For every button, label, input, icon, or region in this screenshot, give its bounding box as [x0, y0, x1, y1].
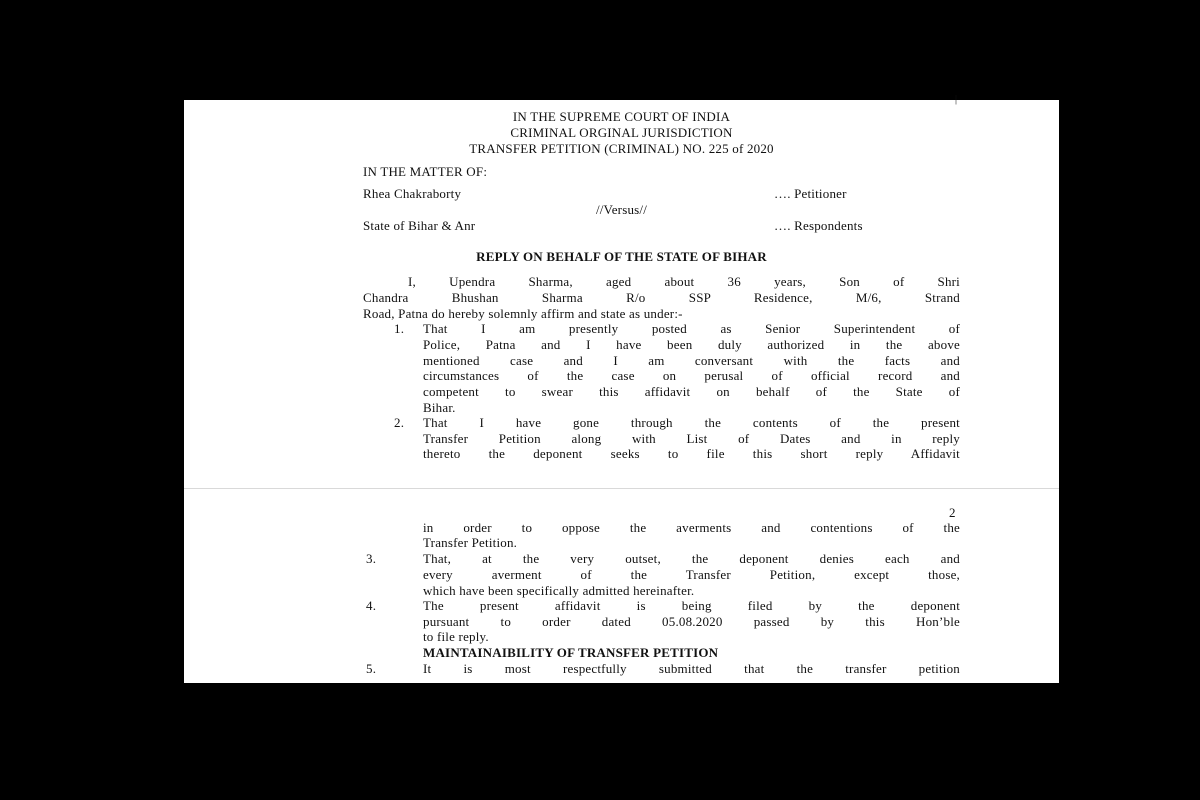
petitioner-name: Rhea Chakraborty	[363, 186, 462, 201]
page-number: 2	[949, 505, 956, 520]
para-line: Transfer Petition along with List of Dates and in reply	[423, 431, 960, 446]
intro-line: Road, Patna do hereby solemnly affirm and state as under:-	[363, 306, 683, 321]
para-line: every averment of the Transfer Petition, except those,	[423, 567, 960, 582]
para-line: That, at the very outset, the deponent denies each and	[423, 551, 960, 566]
page-2	[184, 489, 1059, 683]
jurisdiction-title: CRIMINAL ORGINAL JURISDICTION	[510, 125, 733, 140]
respondent-name: State of Bihar & Anr	[363, 218, 476, 233]
para-line: That I am presently posted as Senior Superintendent of	[423, 321, 960, 336]
para-line: circumstances of the case on perusal of official record and	[423, 368, 960, 383]
para-line: The present affidavit is being filed by the deponent	[423, 598, 960, 613]
para-line: to file reply.	[423, 629, 489, 644]
page-corner-mark: |	[954, 94, 957, 105]
versus-label: //Versus//	[595, 202, 648, 217]
para-line: in order to oppose the averments and contentions of the	[423, 520, 960, 535]
para-line: pursuant to order dated 05.08.2020 passed by this Hon’ble	[423, 614, 960, 629]
para-line: Police, Patna and I have been duly authorized in the above	[423, 337, 960, 352]
matter-of-label: IN THE MATTER OF:	[363, 164, 488, 179]
maintainability-heading: MAINTAINAIBILITY OF TRANSFER PETITION	[423, 645, 719, 660]
para-line: That I have gone through the contents of the present	[423, 415, 960, 430]
para-number: 5.	[366, 661, 377, 676]
para-line: which have been specifically admitted hereinafter.	[423, 583, 695, 598]
intro-line: Chandra Bhushan Sharma R/o SSP Residence, M/6, Strand	[363, 290, 960, 305]
reply-heading: REPLY ON BEHALF OF THE STATE OF BIHAR	[476, 249, 767, 264]
document-viewer[interactable]	[184, 94, 1059, 683]
para-line: Transfer Petition.	[423, 535, 518, 550]
para-line: competent to swear this affidavit on behalf of the State of	[423, 384, 960, 399]
para-number: 3.	[366, 551, 377, 566]
petitioner-role: …. Petitioner	[774, 186, 847, 201]
para-line: mentioned case and I am conversant with the facts and	[423, 353, 960, 368]
petition-number: TRANSFER PETITION (CRIMINAL) NO. 225 of 2020	[469, 141, 774, 156]
para-line: thereto the deponent seeks to file this short reply Affidavit	[423, 446, 960, 461]
respondent-role: …. Respondents	[774, 218, 863, 233]
para-number: 4.	[366, 598, 377, 613]
para-number: 1.	[394, 321, 405, 336]
page-1	[184, 94, 1059, 488]
para-number: 2.	[394, 415, 405, 430]
para-line: Bihar.	[423, 400, 456, 415]
intro-line: I, Upendra Sharma, aged about 36 years, Son of Shri	[408, 274, 960, 289]
court-title: IN THE SUPREME COURT OF INDIA	[512, 109, 731, 124]
para-line: It is most respectfully submitted that the transfer petition	[423, 661, 960, 676]
